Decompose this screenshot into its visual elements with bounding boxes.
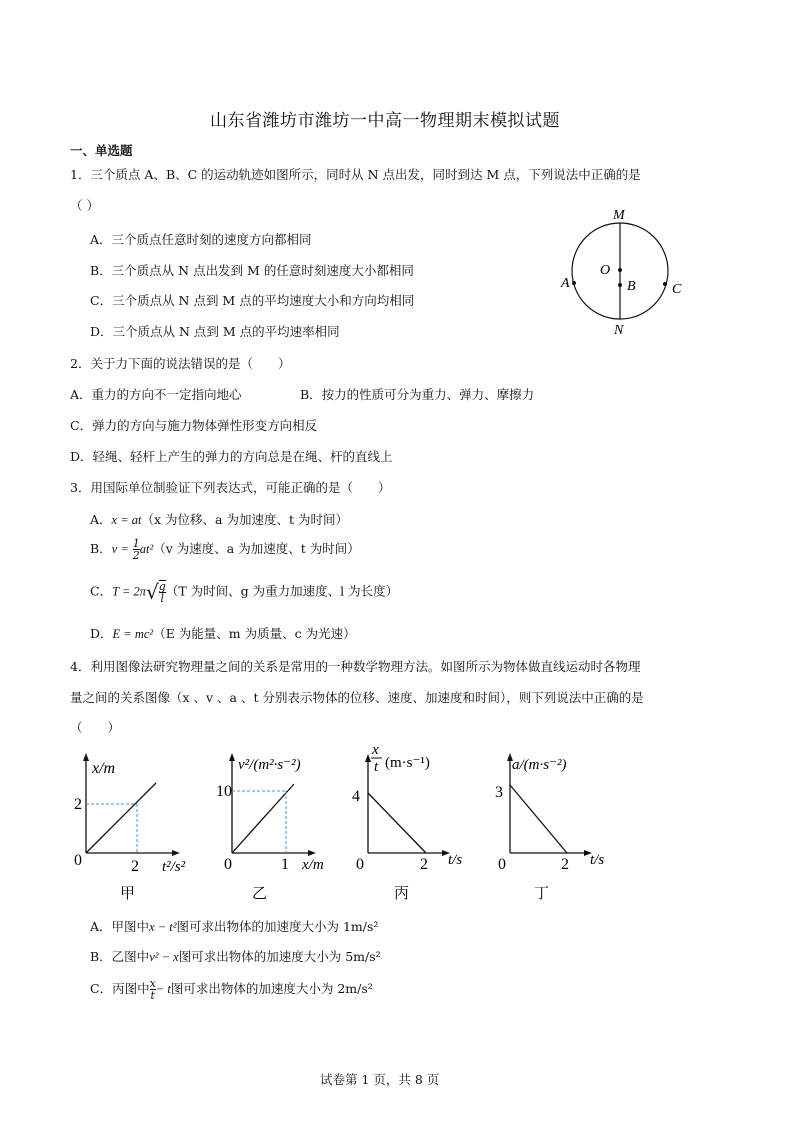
q3-b-num: 1 <box>132 537 140 550</box>
q3-b-desc: （v 为速度、a 为加速度、t 为时间） <box>153 541 360 556</box>
q1-option-d: D．三个质点从 N 点到 M 点的平均速率相同 <box>90 324 340 339</box>
data-line <box>368 793 426 853</box>
point-a <box>572 281 576 285</box>
origin-label: 0 <box>498 856 506 873</box>
q3-c-desc: （T 为时间、g 为重力加速度、l 为长度） <box>165 583 399 599</box>
label-b: B <box>627 279 636 294</box>
y-axis-label: x/m <box>92 760 116 777</box>
q3-c-label: C． <box>90 583 113 599</box>
q3-option-d <box>90 624 356 642</box>
x-axis-arrow <box>172 850 180 856</box>
q3-b-lhs: v = <box>111 542 129 556</box>
q3-a-desc: （x 为位移、a 为加速度、t 为时间） <box>141 512 348 527</box>
y-axis-arrow <box>365 754 371 762</box>
q4-option-a <box>90 917 378 935</box>
y-axis-label-unit: (m·s⁻¹) <box>385 755 430 771</box>
q3-d-formula: E = mc² <box>112 627 154 641</box>
label-n: N <box>614 323 624 338</box>
y-axis-label-num: x <box>372 742 379 758</box>
q1-stem-paren: （ ） <box>70 198 99 213</box>
y-axis-label: v²/(m²·s⁻²) <box>238 757 301 773</box>
q1-stem: 1．三个质点 A、B、C 的运动轨迹如图所示，同时从 N 点出发，同时到达 M 点，下列说法中正确的是 <box>70 167 641 182</box>
label-c: C <box>672 282 682 297</box>
graph-yi <box>216 745 347 902</box>
q4-c-den: t <box>150 989 155 1002</box>
x-tick-label: 2 <box>420 856 428 873</box>
point-o <box>618 268 622 272</box>
page-footer: 试卷第 1 页，共 8 页 <box>320 1072 440 1087</box>
q2-option-b: B．按力的性质可分为重力、弹力、摩擦力 <box>300 387 535 402</box>
q4-a-post: 图可求出物体的加速度大小为 1m/s² <box>176 919 379 934</box>
y-axis-arrow <box>229 753 235 761</box>
y-axis-label-den: t <box>374 759 379 775</box>
q1-option-a: A．三个质点任意时刻的速度方向都相同 <box>90 232 312 247</box>
y-tick-label: 10 <box>216 783 232 800</box>
q1-option-b: B．三个质点从 N 点出发到 M 的任意时刻速度大小都相同 <box>90 263 414 278</box>
y-tick-label: 3 <box>495 784 503 801</box>
data-line <box>510 785 567 853</box>
q2-option-a: A．重力的方向不一定指向地心 <box>70 387 242 402</box>
x-tick-label: 2 <box>561 856 569 873</box>
q3-b-den: 2 <box>132 549 140 562</box>
graph-ding <box>490 745 620 900</box>
q4-c-post: 图可求出物体的加速度大小为 2m/s² <box>170 981 373 996</box>
q3-c-fraction <box>159 580 166 604</box>
origin-label: 0 <box>74 852 82 869</box>
x-tick-label: 1 <box>281 856 289 873</box>
q4-a-pre: A．甲图中 <box>90 919 150 934</box>
q4-stem-line2: 量之间的关系图像（x 、v 、a 、t 分别表示物体的位移、速度、加速度和时间），则下列说法中正确的是 <box>70 690 644 705</box>
y-tick-label: 4 <box>352 788 360 805</box>
q3-d-label: D． <box>90 626 113 641</box>
x-axis-label: t/s <box>590 852 605 868</box>
q4-c-pre: C．丙图中 <box>90 981 150 996</box>
graph-bing <box>352 738 477 900</box>
q3-c-den: l <box>160 592 165 605</box>
q3-option-b <box>90 538 360 561</box>
q3-stem: 3．用国际单位制验证下列表达式，可能正确的是（ ） <box>70 480 391 495</box>
origin-label: 0 <box>356 856 364 873</box>
label-m: M <box>613 208 625 223</box>
data-line <box>232 784 294 853</box>
q1-option-c: C．三个质点从 N 点到 M 点的平均速度大小和方向均相同 <box>90 293 415 308</box>
graph-name: 乙 <box>252 884 268 902</box>
q4-b-post: 图可求出物体的加速度大小为 5m/s² <box>178 949 381 964</box>
y-tick-label: 2 <box>74 796 82 813</box>
q3-option-c <box>90 580 398 604</box>
sqrt-symbol: √ <box>146 580 159 604</box>
q3-b-label: B． <box>90 541 112 556</box>
graph-name: 丙 <box>394 884 410 902</box>
origin-label: 0 <box>224 856 232 873</box>
q3-c-num: g <box>158 580 166 593</box>
q3-b-fraction <box>133 538 140 561</box>
y-axis-label: a/(m·s⁻²) <box>512 757 567 773</box>
q3-c-lhs: T = 2π <box>112 584 147 599</box>
q3-d-desc: （E 为能量、m 为质量、c 为光速） <box>153 626 356 641</box>
x-axis-label: t/s <box>448 852 463 868</box>
q4-c-expr: − t <box>155 982 171 996</box>
q4-c-num: x <box>149 977 156 990</box>
q3-a-label: A． <box>90 512 112 527</box>
graph-jia <box>70 745 205 900</box>
q3-a-formula: x = at <box>111 513 142 527</box>
x-tick-label: 2 <box>131 858 139 875</box>
q2-option-c: C．弹力的方向与施力物体弹性形变方向相反 <box>70 418 318 433</box>
section-heading: 一、单选题 <box>70 143 133 158</box>
x-axis-arrow <box>308 850 316 856</box>
q1-circle-figure <box>555 200 695 340</box>
graph-name: 丁 <box>534 884 550 902</box>
label-a: A <box>561 276 570 291</box>
point-b <box>618 283 622 287</box>
q2-stem: 2．关于力下面的说法错误的是（ ） <box>70 356 291 371</box>
q4-stem-line3: （ ） <box>70 720 121 735</box>
x-axis-label: t²/s² <box>162 859 186 875</box>
q4-option-c <box>90 978 373 1001</box>
point-c <box>663 282 667 286</box>
q4-option-b <box>90 947 381 965</box>
q4-stem-line1: 4．利用图像法研究物理量之间的关系是常用的一种数学物理方法。如图所示为物体做直线运动时各物理 <box>70 659 641 674</box>
x-axis-label: x/m <box>302 857 324 873</box>
q2-option-d: D．轻绳、轻杆上产生的弹力的方向总是在绳、杆的直线上 <box>70 449 393 464</box>
q4-b-pre: B．乙图中 <box>90 949 150 964</box>
q3-b-rhs: at² <box>139 542 154 556</box>
graph-name: 甲 <box>120 884 136 902</box>
q4-a-expr: x − t² <box>149 920 177 934</box>
q3-option-a <box>90 510 348 528</box>
label-o: O <box>600 263 611 278</box>
page-title: 山东省潍坊市潍坊一中高一物理期末模拟试题 <box>210 111 560 131</box>
q4-b-expr: v² − x <box>149 950 179 964</box>
y-axis-arrow <box>83 753 89 761</box>
data-line <box>86 783 156 853</box>
